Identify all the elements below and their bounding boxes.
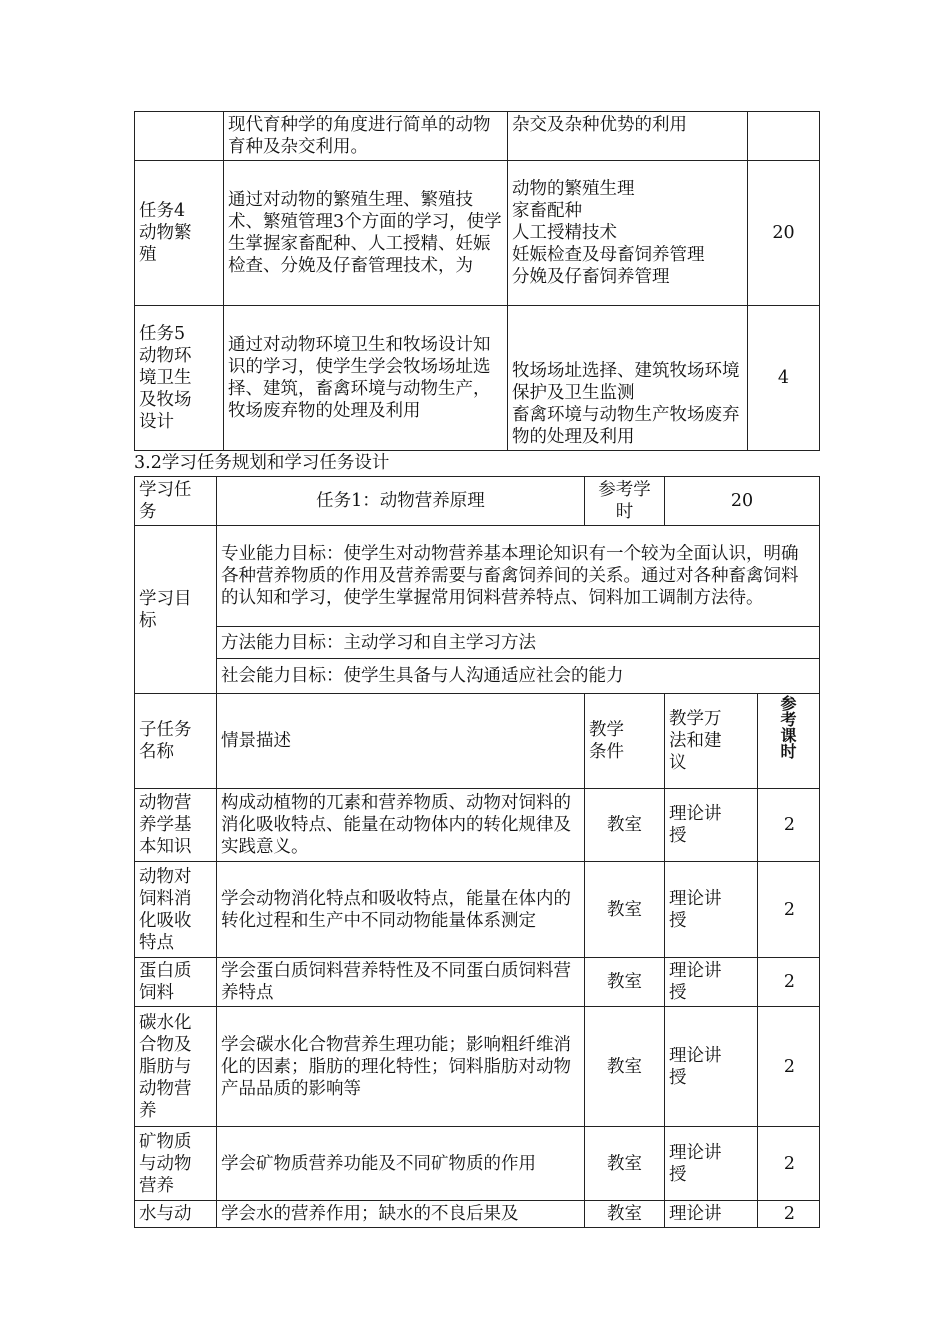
subtask-header-row — [135, 694, 820, 789]
goal-row — [135, 659, 820, 694]
table-row — [135, 1007, 820, 1127]
goal-social: 社会能力目标：使学生具备与人沟通适应社会的能力 — [217, 659, 820, 694]
task-content-cell: 杂交及杂种优势的利用 — [508, 112, 748, 161]
subtask-hours: 2 — [758, 1007, 820, 1127]
header-subtask-name: 子任务 名称 — [135, 694, 217, 789]
task-name-cell — [135, 112, 224, 161]
subtask-hours: 2 — [758, 1127, 820, 1201]
subtask-method: 理论讲 授 — [665, 789, 758, 862]
goal-method: 方法能力目标：主动学习和自主学习方法 — [217, 627, 820, 659]
table-row — [135, 862, 820, 958]
subtask-method: 理论讲 — [665, 1201, 758, 1228]
header-condition: 教学 条件 — [585, 694, 665, 789]
task-goal-cell: 通过对动物的繁殖生理、繁殖技术、繁殖管理3个方面的学习，使学生掌握家畜配种、人工授精、妊娠检查、分娩及仔畜管理技术，为 — [224, 161, 508, 306]
task-name-cell: 任务4 动物繁 殖 — [135, 161, 224, 306]
subtask-scene: 学会矿物质营养功能及不同矿物质的作用 — [217, 1127, 585, 1201]
subtask-scene: 学会动物消化特点和吸收特点，能量在体内的转化过程和生产中不同动物能量体系测定 — [217, 862, 585, 958]
task-goal-cell: 现代育种学的角度进行简单的动物育种及杂交利用。 — [224, 112, 508, 161]
subtask-condition: 教室 — [585, 1201, 665, 1228]
table-row — [135, 1201, 820, 1228]
header-scene: 情景描述 — [217, 694, 585, 789]
header-hours: 参 考 课 时 — [758, 694, 820, 789]
subtask-method: 理论讲 授 — [665, 958, 758, 1007]
goal-professional: 专业能力目标：使学生对动物营养基本理论知识有一个较为全面认识，明确各种营养物质的作用及营养需要与畜禽饲养间的关系。通过对各种畜禽饲料的认知和学习，使学生掌握常用饲料营养特点、饲料加工调制方法待。 — [217, 526, 820, 627]
subtask-name: 碳水化 合物及 脂肪与 动物营 养 — [135, 1007, 217, 1127]
task-hours-cell: 20 — [748, 161, 820, 306]
subtask-name: 矿物质 与动物 营养 — [135, 1127, 217, 1201]
subtask-scene: 学会碳水化合物营养生理功能；影响粗纤维消化的因素；脂肪的理化特性；饲料脂肪对动物产品品质的影响等 — [217, 1007, 585, 1127]
task-name-cell: 任务5 动物环 境卫生 及牧场 设计 — [135, 306, 224, 451]
goal-row — [135, 627, 820, 659]
ref-hours-value: 20 — [665, 477, 820, 526]
table-row — [135, 306, 820, 451]
subtask-method: 理论讲 授 — [665, 1007, 758, 1127]
subtask-name: 动物对 饲料消 化吸收 特点 — [135, 862, 217, 958]
subtask-scene: 构成动植物的兀素和营养物质、动物对饲料的消化吸收特点、能量在动物体内的转化规律及实践意义。 — [217, 789, 585, 862]
table-row — [135, 161, 820, 306]
task-name: 任务1：动物营养原理 — [217, 477, 585, 526]
subtask-name: 水与动 — [135, 1201, 217, 1228]
table-row — [135, 1127, 820, 1201]
subtask-name: 蛋白质 饲料 — [135, 958, 217, 1007]
subtask-hours: 2 — [758, 958, 820, 1007]
header-method: 教学万 法和建 议 — [665, 694, 758, 789]
task-content-cell: 牧场场址选择、建筑牧场环境保护及卫生监测 畜禽环境与动物生产牧场废弃物的处理及利用 — [508, 306, 748, 451]
task-hours-cell: 4 — [748, 306, 820, 451]
subtask-method: 理论讲 授 — [665, 1127, 758, 1201]
subtask-hours: 2 — [758, 789, 820, 862]
task-overview-table — [134, 111, 820, 451]
goal-row — [135, 526, 820, 627]
section-title: 3.2学习任务规划和学习任务设计 — [134, 453, 390, 473]
subtask-condition: 教室 — [585, 1127, 665, 1201]
subtask-condition: 教室 — [585, 862, 665, 958]
subtask-hours: 2 — [758, 862, 820, 958]
table-row — [135, 112, 820, 161]
subtask-condition: 教室 — [585, 789, 665, 862]
task-label: 学习任 务 — [135, 477, 217, 526]
subtask-name: 动物营 养学基 本知识 — [135, 789, 217, 862]
task-hours-cell — [748, 112, 820, 161]
learning-task-table — [134, 476, 820, 1228]
task-content-cell: 动物的繁殖生理 家畜配种 人工授精技术 妊娠检查及母畜饲养管理 分娩及仔畜饲养管理 — [508, 161, 748, 306]
ref-hours-label: 参考学 时 — [585, 477, 665, 526]
subtask-condition: 教室 — [585, 1007, 665, 1127]
subtask-method: 理论讲 授 — [665, 862, 758, 958]
subtask-scene: 学会水的营养作用；缺水的不良后果及 — [217, 1201, 585, 1228]
goals-label: 学习目 标 — [135, 526, 217, 694]
table-row — [135, 789, 820, 862]
task-header-row — [135, 477, 820, 526]
subtask-condition: 教室 — [585, 958, 665, 1007]
subtask-scene: 学会蛋白质饲料营养特性及不同蛋白质饲料营养特点 — [217, 958, 585, 1007]
task-goal-cell: 通过对动物环境卫生和牧场设计知识的学习，使学生学会牧场场址选择、建筑，畜禽环境与动物生产，牧场废弃物的处理及利用 — [224, 306, 508, 451]
subtask-hours: 2 — [758, 1201, 820, 1228]
table-row — [135, 958, 820, 1007]
